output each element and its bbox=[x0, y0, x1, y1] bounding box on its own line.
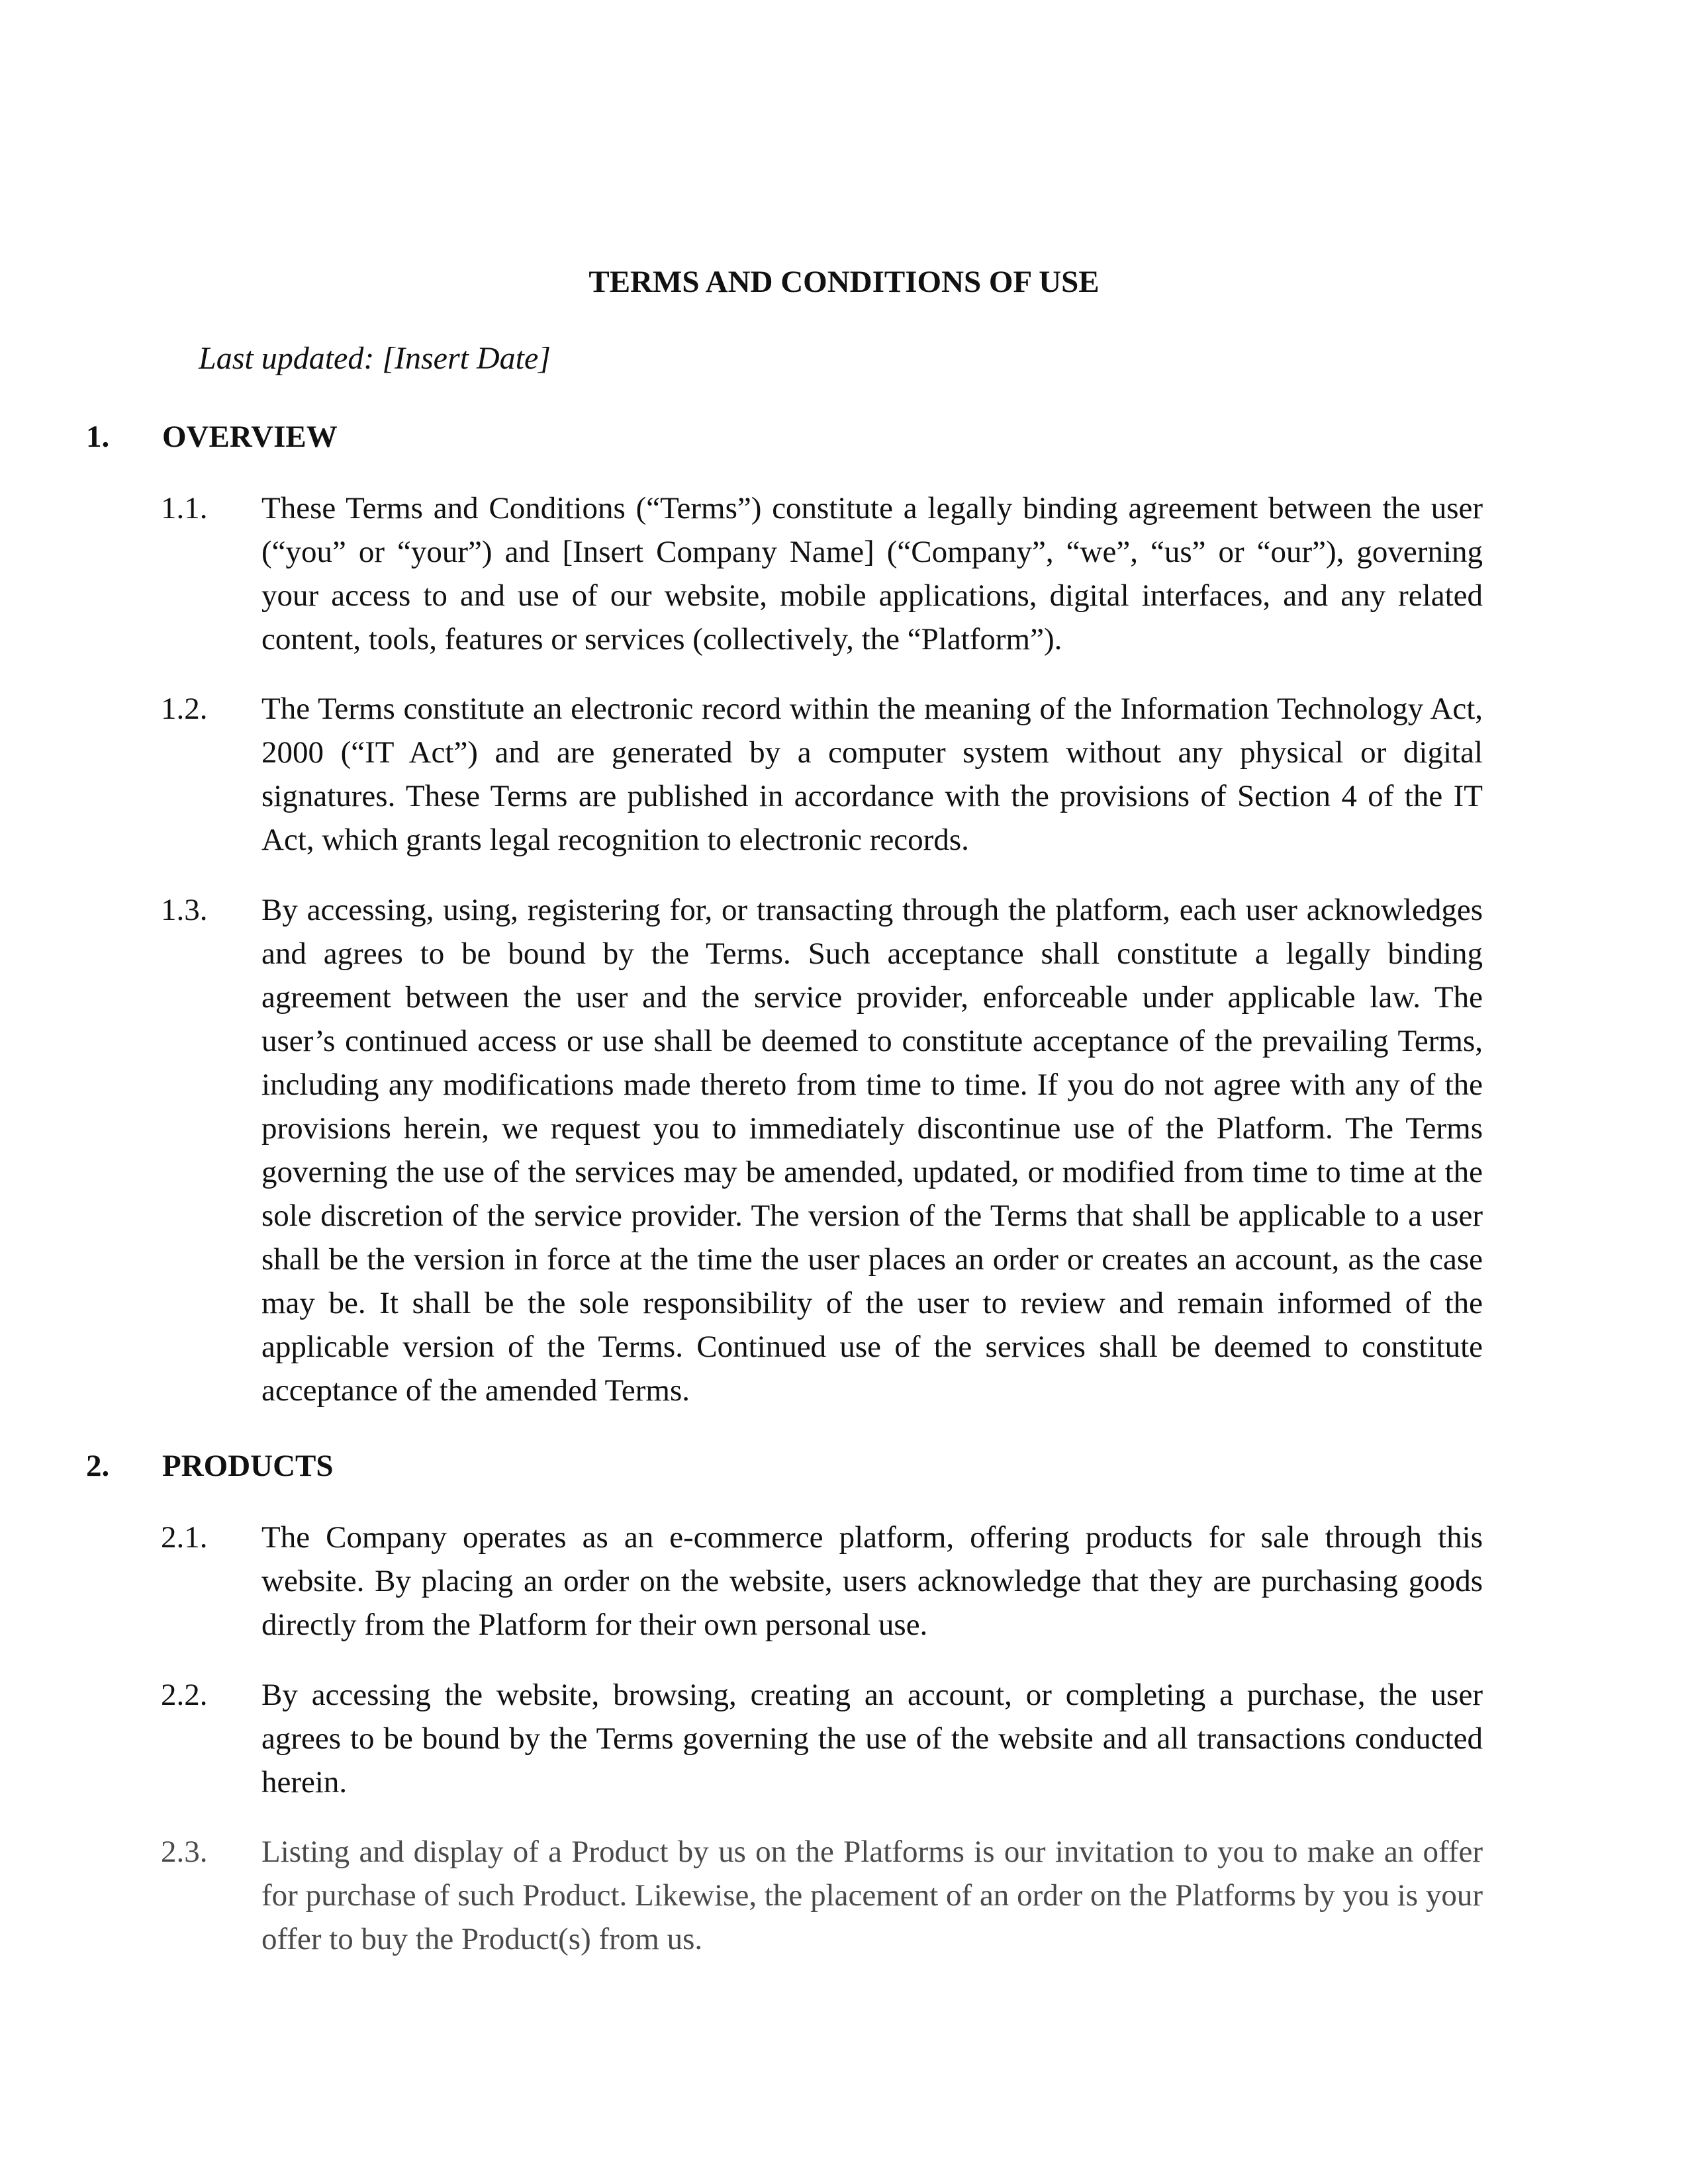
clause-2-3 bbox=[161, 1830, 1483, 1961]
clause-number: 2.3. bbox=[161, 1835, 208, 1869]
clause-number: 1.2. bbox=[161, 692, 208, 726]
clause-text: By accessing the website, browsing, creating an account, or completing a purchase, the user agrees to be bound by the Terms governing the use of the website and all transactions conducted herein. bbox=[261, 1678, 1483, 1799]
section-heading-overview bbox=[86, 417, 338, 457]
clause-1-1 bbox=[161, 486, 1483, 661]
section-number: 1. bbox=[86, 420, 110, 454]
clause-2-2 bbox=[161, 1673, 1483, 1804]
section-title: PRODUCTS bbox=[162, 1449, 334, 1483]
clause-text: The Terms constitute an electronic record within the meaning of the Information Technology Act, 2000 (“IT Act”) and are generated by a computer system without any physical or digital signatures. These Terms are published in accordance with the provisions of Section 4 of the IT Act, which grants legal recognition to electronic records. bbox=[261, 692, 1483, 857]
document-title: TERMS AND CONDITIONS OF USE bbox=[588, 265, 1100, 299]
clause-number: 2.1. bbox=[161, 1520, 208, 1555]
clause-2-1 bbox=[161, 1516, 1483, 1647]
clause-1-3 bbox=[161, 888, 1483, 1412]
clause-number: 1.1. bbox=[161, 491, 208, 525]
section-heading-products bbox=[86, 1446, 334, 1486]
section-title: OVERVIEW bbox=[162, 420, 338, 454]
clause-text: By accessing, using, registering for, or transacting through the platform, each user acknowledges and agrees to be bound by the Terms. Such acceptance shall constitute a legally binding agreement between the user and the service provider, enforceable under applicable law. The user’s continued access or use shall be deemed to constitute acceptance of the prevailing Terms, including any modifications made thereto from time to time. If you do not agree with any of the provisions herein, we request you to immediately discontinue use of the Platform. The Terms governing the use of the services may be amended, updated, or modified from time to time at the sole discretion of the service provider. The version of the Terms that shall be applicable to a user shall be the version in force at the time the user places an order or creates an account, as the case may be. It shall be the sole responsibility of the user to review and remain informed of the applicable version of the Terms. Continued use of the services shall be deemed to constitute acceptance of the amended Terms. bbox=[261, 893, 1483, 1408]
clause-text: Listing and display of a Product by us on the Platforms is our invitation to you to make an offer for purchase of such Product. Likewise, the placement of an order on the Platforms by you is your offer to buy the Product(s) from us. bbox=[261, 1835, 1483, 1956]
section-number: 2. bbox=[86, 1449, 110, 1483]
clause-1-2 bbox=[161, 687, 1483, 862]
clause-text: These Terms and Conditions (“Terms”) constitute a legally binding agreement between the user (“you” or “your”) and [Insert Company Name] (“Company”, “we”, “us” or “our”), governing your access to and use of our website, mobile applications, digital interfaces, and any related content, tools, features or services (collectively, the “Platform”). bbox=[261, 491, 1483, 657]
clause-text: The Company operates as an e-commerce platform, offering products for sale through this website. By placing an order on the website, users acknowledge that they are purchasing goods directly from the Platform for their own personal use. bbox=[261, 1520, 1483, 1642]
clause-number: 1.3. bbox=[161, 893, 208, 927]
last-updated-date: Last updated: [Insert Date] bbox=[199, 341, 551, 376]
clause-number: 2.2. bbox=[161, 1678, 208, 1712]
